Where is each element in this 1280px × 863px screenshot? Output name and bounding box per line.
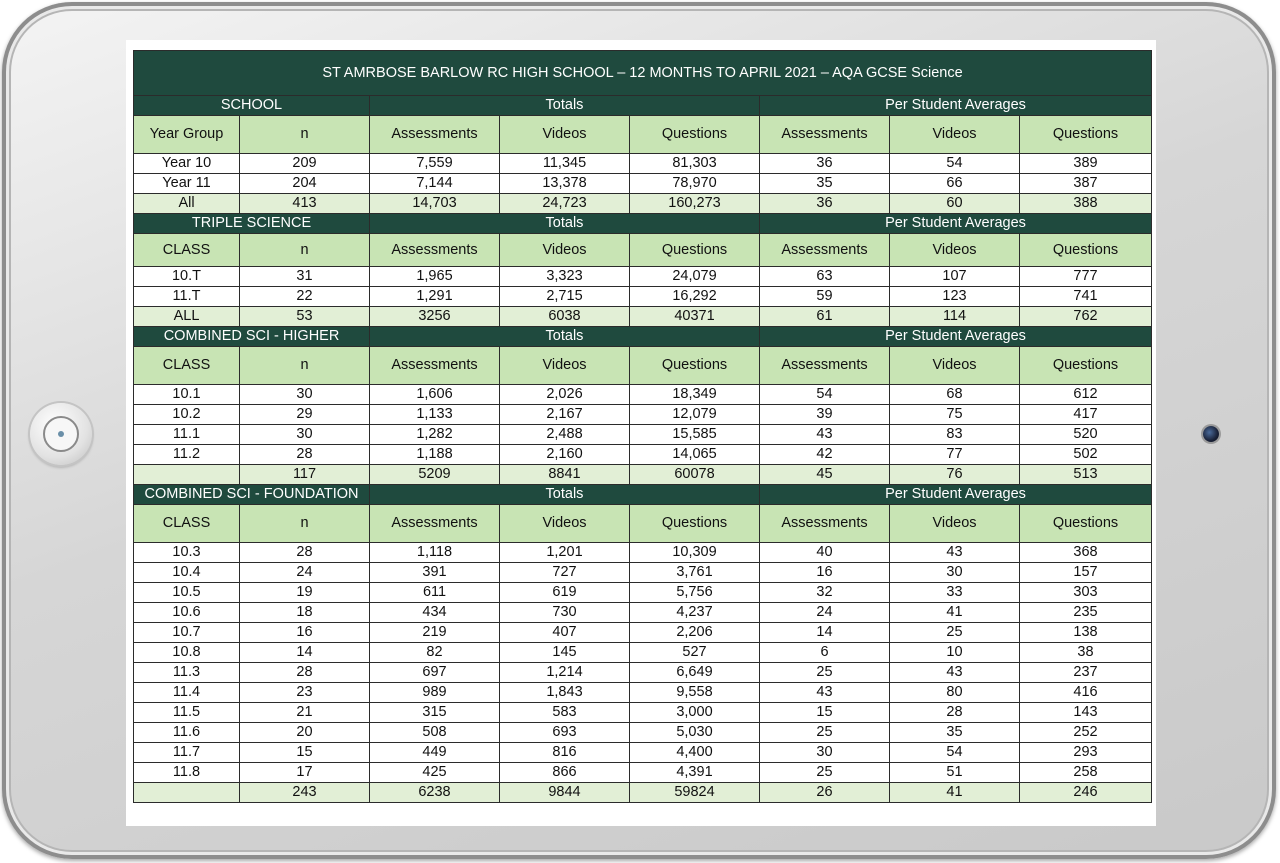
cell-n: 31 bbox=[240, 267, 370, 287]
table-row bbox=[134, 703, 1152, 723]
table-title: ST AMRBOSE BARLOW RC HIGH SCHOOL – 12 MONTHS TO APRIL 2021 – AQA GCSE Science bbox=[134, 51, 1152, 96]
table-title-row bbox=[134, 51, 1152, 96]
column-header-videos-total: Videos bbox=[500, 505, 630, 543]
cell-assessments-total: 1,188 bbox=[370, 445, 500, 465]
cell-questions-total: 3,000 bbox=[630, 703, 760, 723]
cell-class: 11.5 bbox=[134, 703, 240, 723]
cell-assessments-total: 315 bbox=[370, 703, 500, 723]
cell-videos-total: 2,160 bbox=[500, 445, 630, 465]
cell-questions-avg: 303 bbox=[1020, 583, 1152, 603]
cell-n: 209 bbox=[240, 154, 370, 174]
cell-videos-total: 1,214 bbox=[500, 663, 630, 683]
cell-n: 14 bbox=[240, 643, 370, 663]
cell-assessments-avg: 15 bbox=[760, 703, 890, 723]
totals-group-label: Totals bbox=[370, 214, 760, 234]
cell-questions-total: 78,970 bbox=[630, 174, 760, 194]
cell-videos-avg: 35 bbox=[890, 723, 1020, 743]
cell-questions-total: 6,649 bbox=[630, 663, 760, 683]
column-header-assessments-avg: Assessments bbox=[760, 505, 890, 543]
cell-n: 15 bbox=[240, 743, 370, 763]
column-header-questions-total: Questions bbox=[630, 505, 760, 543]
section-label: TRIPLE SCIENCE bbox=[134, 214, 370, 234]
cell-assessments-total: 611 bbox=[370, 583, 500, 603]
cell-class: 10.6 bbox=[134, 603, 240, 623]
section-header-foundation bbox=[134, 485, 1152, 505]
cell-videos-total: 583 bbox=[500, 703, 630, 723]
cell-class: Year 10 bbox=[134, 154, 240, 174]
cell-videos-avg: 30 bbox=[890, 563, 1020, 583]
cell-videos-avg: 80 bbox=[890, 683, 1020, 703]
cell-videos-avg: 123 bbox=[890, 287, 1020, 307]
total-n: 413 bbox=[240, 194, 370, 214]
total-row bbox=[134, 194, 1152, 214]
column-header-videos-avg: Videos bbox=[890, 347, 1020, 385]
table-row bbox=[134, 385, 1152, 405]
cell-videos-avg: 77 bbox=[890, 445, 1020, 465]
cell-assessments-total: 219 bbox=[370, 623, 500, 643]
column-header-videos-avg: Videos bbox=[890, 505, 1020, 543]
total-assessments-avg: 45 bbox=[760, 465, 890, 485]
section-label: COMBINED SCI - HIGHER bbox=[134, 327, 370, 347]
section-label: COMBINED SCI - FOUNDATION bbox=[134, 485, 370, 505]
cell-questions-total: 81,303 bbox=[630, 154, 760, 174]
column-header-assessments-total: Assessments bbox=[370, 347, 500, 385]
total-assessments-avg: 61 bbox=[760, 307, 890, 327]
total-videos-total: 6038 bbox=[500, 307, 630, 327]
cell-videos-total: 730 bbox=[500, 603, 630, 623]
cell-assessments-avg: 40 bbox=[760, 543, 890, 563]
table-row bbox=[134, 583, 1152, 603]
table-row bbox=[134, 287, 1152, 307]
tablet-screen bbox=[126, 40, 1156, 826]
table-row bbox=[134, 425, 1152, 445]
cell-questions-total: 18,349 bbox=[630, 385, 760, 405]
column-header-videos-total: Videos bbox=[500, 347, 630, 385]
cell-videos-total: 2,026 bbox=[500, 385, 630, 405]
cell-n: 28 bbox=[240, 543, 370, 563]
cell-assessments-avg: 39 bbox=[760, 405, 890, 425]
averages-group-label: Per Student Averages bbox=[760, 96, 1152, 116]
cell-videos-avg: 43 bbox=[890, 543, 1020, 563]
cell-questions-avg: 777 bbox=[1020, 267, 1152, 287]
cell-questions-avg: 38 bbox=[1020, 643, 1152, 663]
column-header-class: CLASS bbox=[134, 234, 240, 267]
averages-group-label: Per Student Averages bbox=[760, 214, 1152, 234]
cell-questions-avg: 741 bbox=[1020, 287, 1152, 307]
cell-videos-avg: 41 bbox=[890, 603, 1020, 623]
cell-questions-total: 4,391 bbox=[630, 763, 760, 783]
table-row bbox=[134, 154, 1152, 174]
science-usage-table bbox=[133, 50, 1152, 803]
column-header-assessments-avg: Assessments bbox=[760, 116, 890, 154]
cell-questions-total: 527 bbox=[630, 643, 760, 663]
total-questions-total: 160,273 bbox=[630, 194, 760, 214]
total-assessments-total: 5209 bbox=[370, 465, 500, 485]
table-row bbox=[134, 623, 1152, 643]
cell-assessments-avg: 24 bbox=[760, 603, 890, 623]
cell-questions-avg: 612 bbox=[1020, 385, 1152, 405]
home-button-ring bbox=[43, 416, 79, 452]
cell-assessments-avg: 25 bbox=[760, 663, 890, 683]
section-label: SCHOOL bbox=[134, 96, 370, 116]
column-header-assessments-avg: Assessments bbox=[760, 347, 890, 385]
cell-assessments-avg: 35 bbox=[760, 174, 890, 194]
column-header-n: n bbox=[240, 234, 370, 267]
total-n: 53 bbox=[240, 307, 370, 327]
cell-n: 18 bbox=[240, 603, 370, 623]
cell-assessments-total: 508 bbox=[370, 723, 500, 743]
cell-questions-total: 9,558 bbox=[630, 683, 760, 703]
cell-n: 204 bbox=[240, 174, 370, 194]
cell-videos-total: 1,201 bbox=[500, 543, 630, 563]
cell-assessments-total: 82 bbox=[370, 643, 500, 663]
column-header-questions-avg: Questions bbox=[1020, 347, 1152, 385]
column-header-videos-avg: Videos bbox=[890, 116, 1020, 154]
cell-class: 11.8 bbox=[134, 763, 240, 783]
cell-assessments-avg: 6 bbox=[760, 643, 890, 663]
table-row bbox=[134, 405, 1152, 425]
total-class: ALL bbox=[134, 307, 240, 327]
home-button[interactable] bbox=[30, 403, 92, 465]
cell-class: 10.5 bbox=[134, 583, 240, 603]
cell-questions-total: 10,309 bbox=[630, 543, 760, 563]
cell-class: 10.7 bbox=[134, 623, 240, 643]
cell-videos-avg: 10 bbox=[890, 643, 1020, 663]
total-class: All bbox=[134, 194, 240, 214]
cell-assessments-avg: 36 bbox=[760, 154, 890, 174]
cell-questions-total: 2,206 bbox=[630, 623, 760, 643]
cell-assessments-avg: 32 bbox=[760, 583, 890, 603]
cell-videos-total: 13,378 bbox=[500, 174, 630, 194]
cell-assessments-avg: 16 bbox=[760, 563, 890, 583]
cell-videos-total: 2,488 bbox=[500, 425, 630, 445]
total-questions-total: 40371 bbox=[630, 307, 760, 327]
column-header-questions-total: Questions bbox=[630, 234, 760, 267]
cell-videos-avg: 28 bbox=[890, 703, 1020, 723]
table-row bbox=[134, 663, 1152, 683]
column-header-row bbox=[134, 347, 1152, 385]
cell-assessments-total: 697 bbox=[370, 663, 500, 683]
total-row bbox=[134, 465, 1152, 485]
column-header-row bbox=[134, 505, 1152, 543]
section-header-triple bbox=[134, 214, 1152, 234]
cell-n: 19 bbox=[240, 583, 370, 603]
cell-questions-avg: 520 bbox=[1020, 425, 1152, 445]
cell-assessments-total: 391 bbox=[370, 563, 500, 583]
totals-group-label: Totals bbox=[370, 96, 760, 116]
cell-class: 11.7 bbox=[134, 743, 240, 763]
cell-questions-avg: 252 bbox=[1020, 723, 1152, 743]
cell-n: 23 bbox=[240, 683, 370, 703]
cell-videos-avg: 107 bbox=[890, 267, 1020, 287]
table-row bbox=[134, 743, 1152, 763]
column-header-videos-avg: Videos bbox=[890, 234, 1020, 267]
total-videos-total: 8841 bbox=[500, 465, 630, 485]
averages-group-label: Per Student Averages bbox=[760, 327, 1152, 347]
column-header-assessments-total: Assessments bbox=[370, 234, 500, 267]
total-videos-total: 24,723 bbox=[500, 194, 630, 214]
total-assessments-total: 14,703 bbox=[370, 194, 500, 214]
cell-questions-avg: 389 bbox=[1020, 154, 1152, 174]
column-header-questions-total: Questions bbox=[630, 347, 760, 385]
cell-questions-avg: 387 bbox=[1020, 174, 1152, 194]
cell-assessments-avg: 43 bbox=[760, 425, 890, 445]
cell-questions-total: 4,400 bbox=[630, 743, 760, 763]
cell-videos-avg: 75 bbox=[890, 405, 1020, 425]
cell-assessments-total: 425 bbox=[370, 763, 500, 783]
table-row bbox=[134, 683, 1152, 703]
cell-videos-avg: 51 bbox=[890, 763, 1020, 783]
cell-videos-total: 11,345 bbox=[500, 154, 630, 174]
cell-videos-total: 866 bbox=[500, 763, 630, 783]
cell-n: 22 bbox=[240, 287, 370, 307]
cell-class: 10.8 bbox=[134, 643, 240, 663]
cell-n: 21 bbox=[240, 703, 370, 723]
cell-questions-total: 5,756 bbox=[630, 583, 760, 603]
cell-assessments-total: 449 bbox=[370, 743, 500, 763]
cell-questions-avg: 143 bbox=[1020, 703, 1152, 723]
totals-group-label: Totals bbox=[370, 485, 760, 505]
cell-assessments-total: 434 bbox=[370, 603, 500, 623]
cell-n: 28 bbox=[240, 663, 370, 683]
total-row bbox=[134, 307, 1152, 327]
total-n: 117 bbox=[240, 465, 370, 485]
camera-icon bbox=[1203, 426, 1219, 442]
cell-n: 30 bbox=[240, 425, 370, 445]
cell-questions-total: 5,030 bbox=[630, 723, 760, 743]
home-indicator-icon bbox=[58, 431, 64, 437]
total-videos-avg: 41 bbox=[890, 783, 1020, 803]
total-class bbox=[134, 465, 240, 485]
cell-assessments-total: 1,133 bbox=[370, 405, 500, 425]
cell-class: 11.2 bbox=[134, 445, 240, 465]
column-header-assessments-total: Assessments bbox=[370, 116, 500, 154]
total-assessments-avg: 26 bbox=[760, 783, 890, 803]
cell-videos-total: 816 bbox=[500, 743, 630, 763]
cell-videos-avg: 54 bbox=[890, 743, 1020, 763]
cell-questions-avg: 258 bbox=[1020, 763, 1152, 783]
cell-assessments-avg: 59 bbox=[760, 287, 890, 307]
cell-videos-total: 145 bbox=[500, 643, 630, 663]
cell-videos-avg: 66 bbox=[890, 174, 1020, 194]
cell-class: 10.T bbox=[134, 267, 240, 287]
cell-class: 11.3 bbox=[134, 663, 240, 683]
cell-videos-avg: 83 bbox=[890, 425, 1020, 445]
cell-class: 10.2 bbox=[134, 405, 240, 425]
cell-questions-total: 24,079 bbox=[630, 267, 760, 287]
total-questions-avg: 246 bbox=[1020, 783, 1152, 803]
column-header-class: CLASS bbox=[134, 347, 240, 385]
cell-n: 29 bbox=[240, 405, 370, 425]
column-header-n: n bbox=[240, 116, 370, 154]
section-header-school bbox=[134, 96, 1152, 116]
cell-videos-avg: 54 bbox=[890, 154, 1020, 174]
column-header-assessments-avg: Assessments bbox=[760, 234, 890, 267]
total-questions-avg: 762 bbox=[1020, 307, 1152, 327]
cell-videos-total: 407 bbox=[500, 623, 630, 643]
column-header-n: n bbox=[240, 347, 370, 385]
cell-n: 17 bbox=[240, 763, 370, 783]
cell-questions-total: 4,237 bbox=[630, 603, 760, 623]
cell-assessments-total: 1,965 bbox=[370, 267, 500, 287]
cell-videos-total: 1,843 bbox=[500, 683, 630, 703]
table-row bbox=[134, 643, 1152, 663]
cell-questions-avg: 237 bbox=[1020, 663, 1152, 683]
cell-questions-avg: 416 bbox=[1020, 683, 1152, 703]
table-row bbox=[134, 563, 1152, 583]
cell-videos-total: 619 bbox=[500, 583, 630, 603]
total-questions-total: 60078 bbox=[630, 465, 760, 485]
column-header-class: Year Group bbox=[134, 116, 240, 154]
cell-n: 28 bbox=[240, 445, 370, 465]
cell-questions-avg: 293 bbox=[1020, 743, 1152, 763]
table-row bbox=[134, 763, 1152, 783]
cell-questions-total: 14,065 bbox=[630, 445, 760, 465]
table-row bbox=[134, 723, 1152, 743]
cell-class: 11.6 bbox=[134, 723, 240, 743]
total-questions-total: 59824 bbox=[630, 783, 760, 803]
cell-videos-avg: 33 bbox=[890, 583, 1020, 603]
total-videos-avg: 114 bbox=[890, 307, 1020, 327]
cell-assessments-avg: 42 bbox=[760, 445, 890, 465]
cell-assessments-avg: 43 bbox=[760, 683, 890, 703]
cell-class: Year 11 bbox=[134, 174, 240, 194]
total-videos-avg: 76 bbox=[890, 465, 1020, 485]
table-row bbox=[134, 445, 1152, 465]
column-header-row bbox=[134, 116, 1152, 154]
cell-videos-total: 2,167 bbox=[500, 405, 630, 425]
table-row bbox=[134, 543, 1152, 563]
total-assessments-total: 6238 bbox=[370, 783, 500, 803]
cell-assessments-total: 1,282 bbox=[370, 425, 500, 445]
cell-videos-avg: 25 bbox=[890, 623, 1020, 643]
total-assessments-total: 3256 bbox=[370, 307, 500, 327]
total-questions-avg: 388 bbox=[1020, 194, 1152, 214]
cell-assessments-total: 7,559 bbox=[370, 154, 500, 174]
cell-assessments-avg: 14 bbox=[760, 623, 890, 643]
column-header-videos-total: Videos bbox=[500, 116, 630, 154]
column-header-questions-avg: Questions bbox=[1020, 505, 1152, 543]
cell-assessments-total: 7,144 bbox=[370, 174, 500, 194]
cell-questions-avg: 368 bbox=[1020, 543, 1152, 563]
column-header-questions-avg: Questions bbox=[1020, 116, 1152, 154]
totals-group-label: Totals bbox=[370, 327, 760, 347]
cell-questions-avg: 235 bbox=[1020, 603, 1152, 623]
cell-questions-total: 12,079 bbox=[630, 405, 760, 425]
cell-assessments-total: 1,606 bbox=[370, 385, 500, 405]
cell-videos-total: 727 bbox=[500, 563, 630, 583]
cell-questions-avg: 157 bbox=[1020, 563, 1152, 583]
cell-class: 11.T bbox=[134, 287, 240, 307]
cell-n: 20 bbox=[240, 723, 370, 743]
column-header-questions-avg: Questions bbox=[1020, 234, 1152, 267]
cell-videos-total: 2,715 bbox=[500, 287, 630, 307]
column-header-videos-total: Videos bbox=[500, 234, 630, 267]
table-row bbox=[134, 174, 1152, 194]
column-header-assessments-total: Assessments bbox=[370, 505, 500, 543]
cell-class: 11.4 bbox=[134, 683, 240, 703]
total-videos-total: 9844 bbox=[500, 783, 630, 803]
total-questions-avg: 513 bbox=[1020, 465, 1152, 485]
column-header-n: n bbox=[240, 505, 370, 543]
cell-questions-total: 3,761 bbox=[630, 563, 760, 583]
tablet-frame bbox=[2, 2, 1276, 859]
cell-assessments-avg: 54 bbox=[760, 385, 890, 405]
total-videos-avg: 60 bbox=[890, 194, 1020, 214]
cell-questions-avg: 417 bbox=[1020, 405, 1152, 425]
cell-assessments-avg: 63 bbox=[760, 267, 890, 287]
cell-assessments-avg: 25 bbox=[760, 723, 890, 743]
averages-group-label: Per Student Averages bbox=[760, 485, 1152, 505]
cell-questions-avg: 138 bbox=[1020, 623, 1152, 643]
column-header-row bbox=[134, 234, 1152, 267]
cell-class: 10.3 bbox=[134, 543, 240, 563]
column-header-class: CLASS bbox=[134, 505, 240, 543]
cell-n: 16 bbox=[240, 623, 370, 643]
cell-n: 30 bbox=[240, 385, 370, 405]
section-header-higher bbox=[134, 327, 1152, 347]
cell-assessments-avg: 30 bbox=[760, 743, 890, 763]
cell-videos-avg: 68 bbox=[890, 385, 1020, 405]
total-row bbox=[134, 783, 1152, 803]
column-header-questions-total: Questions bbox=[630, 116, 760, 154]
cell-questions-total: 16,292 bbox=[630, 287, 760, 307]
cell-videos-total: 3,323 bbox=[500, 267, 630, 287]
cell-videos-total: 693 bbox=[500, 723, 630, 743]
cell-questions-total: 15,585 bbox=[630, 425, 760, 445]
cell-class: 11.1 bbox=[134, 425, 240, 445]
cell-assessments-total: 1,118 bbox=[370, 543, 500, 563]
cell-class: 10.1 bbox=[134, 385, 240, 405]
cell-assessments-total: 989 bbox=[370, 683, 500, 703]
cell-class: 10.4 bbox=[134, 563, 240, 583]
cell-questions-avg: 502 bbox=[1020, 445, 1152, 465]
cell-videos-avg: 43 bbox=[890, 663, 1020, 683]
cell-n: 24 bbox=[240, 563, 370, 583]
total-n: 243 bbox=[240, 783, 370, 803]
total-assessments-avg: 36 bbox=[760, 194, 890, 214]
table-row bbox=[134, 267, 1152, 287]
table-row bbox=[134, 603, 1152, 623]
cell-assessments-avg: 25 bbox=[760, 763, 890, 783]
cell-assessments-total: 1,291 bbox=[370, 287, 500, 307]
total-class bbox=[134, 783, 240, 803]
